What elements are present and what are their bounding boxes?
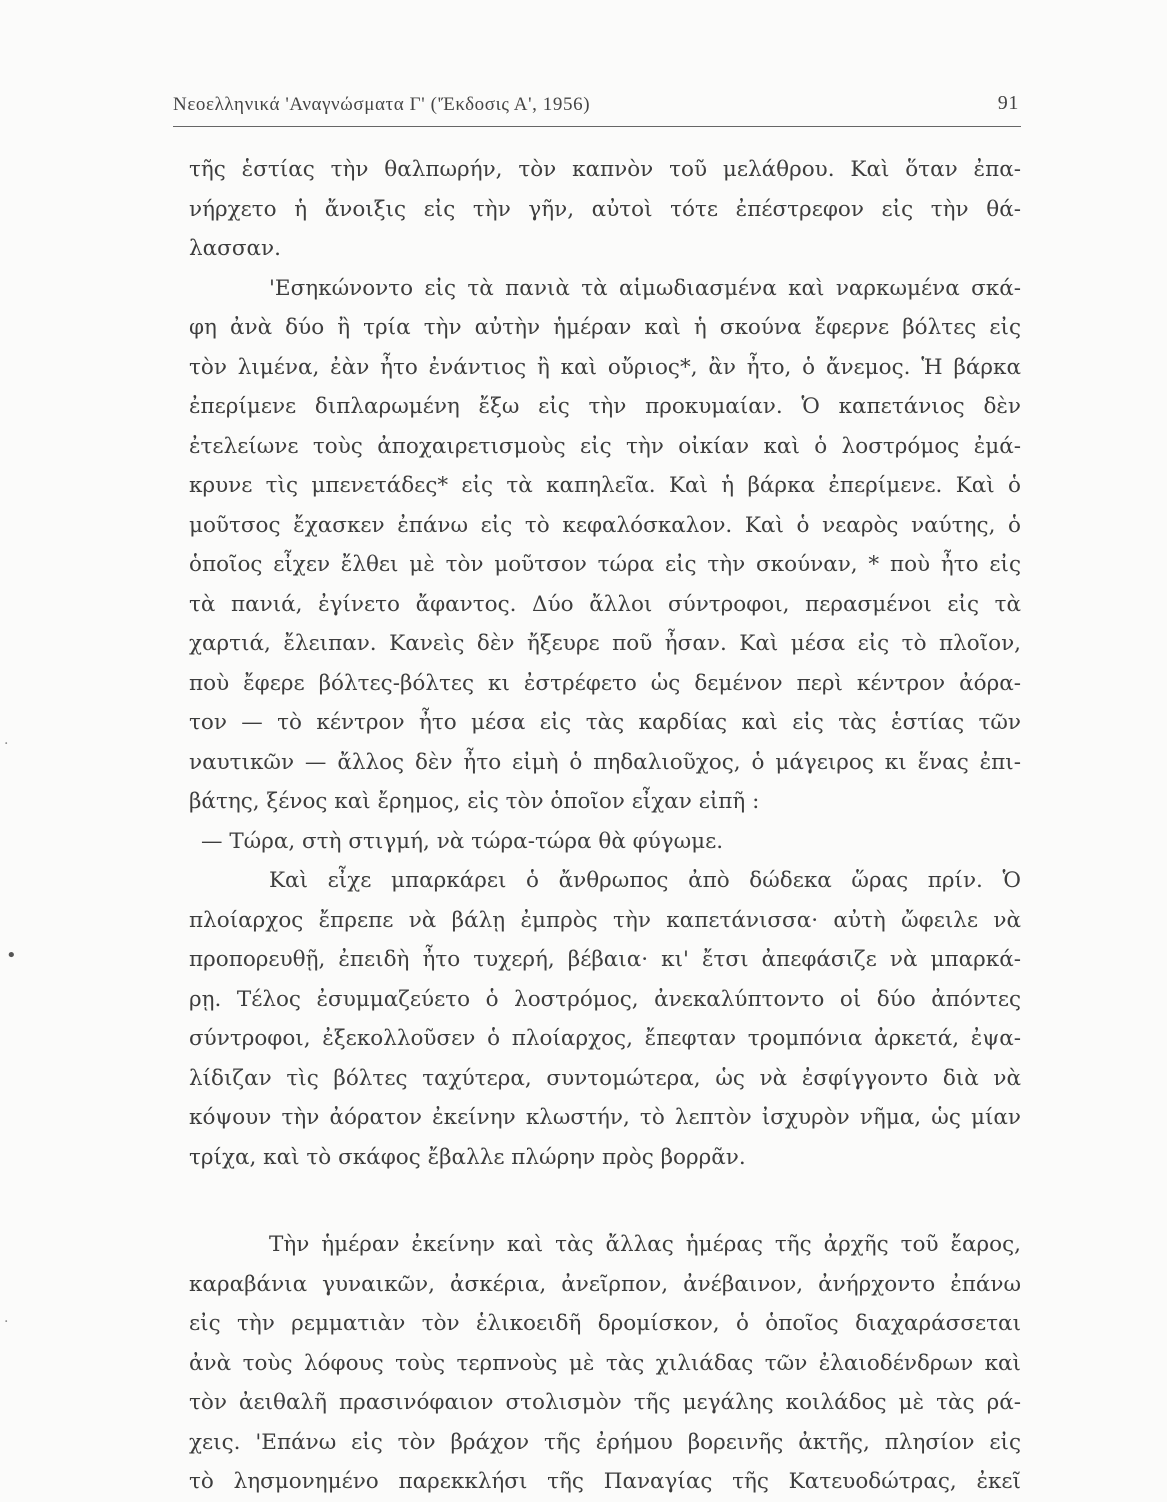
- text-line: εἰς τὴν ρεμματιὰν τὸν ἑλικοειδῆ δρομίσκον, ὁ ὁποῖος διαχαράσσεται: [189, 1311, 1021, 1336]
- scan-speck: ·: [4, 736, 9, 752]
- text-line: κρυνε τὶς μπενετάδες* εἰς τὰ καπηλεῖα. Καὶ ἡ βάρκα ἐπερίμενε. Καὶ ὁ: [189, 473, 1021, 498]
- text-line: ρῃ. Τέλος ἐσυμμαζεύετο ὁ λοστρόμος, ἀνεκαλύπτοντο οἱ δύο ἀπόντες: [189, 986, 1021, 1012]
- text-line: — Τώρα, στὴ στιγμή, νὰ τώρα-τώρα θὰ φύγωμε.: [201, 828, 724, 854]
- dialogue: [189, 822, 1021, 862]
- text-line: κόψουν τὴν ἀόρατον ἐκείνην κλωστήν, τὸ λεπτὸν ἰσχυρὸν νῆμα, ὡς μίαν: [189, 1105, 1021, 1130]
- text-line: ἐπερίμενε διπλαρωμένη ἔξω εἰς τὴν προκυμαίαν. Ὁ καπετάνιος δὲν: [189, 394, 1021, 419]
- text-line: φη ἀνὰ δύο ἢ τρία τὴν αὐτὴν ἡμέραν καὶ ἡ σκούνα ἔφερνε βόλτες εἰς: [189, 315, 1021, 340]
- text-line: πλοίαρχος ἔπρεπε νὰ βάλῃ ἐμπρὸς τὴν καπετάνισσα· αὐτὴ ὤφειλε νὰ: [189, 907, 1021, 933]
- page-body: [189, 150, 1021, 1502]
- text-line: τον — τὸ κέντρον ἦτο μέσα εἰς τὰς καρδίας καὶ εἰς τὰς ἑστίας τῶν: [189, 710, 1021, 735]
- text-line: Τὴν ἡμέραν ἐκείνην καὶ τὰς ἄλλας ἡμέρας τῆς ἀρχῆς τοῦ ἔαρος,: [269, 1232, 1021, 1257]
- text-line: χεις. 'Επάνω εἰς τὸν βράχον τῆς ἐρήμου βορεινῆς ἀκτῆς, πλησίον εἰς: [189, 1429, 1021, 1455]
- text-line: χαρτιά, ἔλειπαν. Κανεὶς δὲν ἤξευρε ποῦ ἦσαν. Καὶ μέσα εἰς τὸ πλοῖον,: [189, 631, 1021, 656]
- header-title: Νεοελληνικά 'Αναγνώσματα Γ' ('Έκδοσις Α', 1956): [173, 94, 591, 115]
- text-line: ἀνὰ τοὺς λόφους τοὺς τερπνοὺς μὲ τὰς χιλιάδας τῶν ἐλαιοδένδρων καὶ: [189, 1350, 1021, 1376]
- paragraph: [189, 150, 1021, 269]
- text-line: τῆς ἑστίας τὴν θαλπωρήν, τὸν καπνὸν τοῦ μελάθρου. Καὶ ὅταν ἐπα-: [189, 157, 1021, 182]
- text-line: ναυτικῶν — ἄλλος δὲν ἦτο εἰμὴ ὁ πηδαλιοῦχος, ὁ μάγειρος κι ἕνας ἐπι-: [189, 749, 1021, 775]
- text-line: τὸν ἀειθαλῆ πρασινόφαιον στολισμὸν τῆς μεγάλης κοιλάδος μὲ τὰς ρά-: [189, 1390, 1021, 1415]
- text-line: τὸν λιμένα, ἐὰν ἦτο ἐνάντιος ἢ καὶ οὔριος*, ἂν ἦτο, ὁ ἄνεμος. Ἡ βάρκα: [189, 354, 1021, 380]
- section-gap: [189, 1177, 1021, 1225]
- text-line: σύντροφοι, ἐξεκολλοῦσεν ὁ πλοίαρχος, ἔπεφταν τρομπόνια ἀρκετά, ἐψα-: [189, 1026, 1021, 1051]
- text-line: τρίχα, καὶ τὸ σκάφος ἔβαλλε πλώρην πρὸς βορρᾶν.: [189, 1144, 746, 1170]
- scan-speck: •: [6, 945, 17, 966]
- text-line: ποὺ ἔφερε βόλτες-βόλτες κι ἐστρέφετο ὡς δεμένον περὶ κέντρον ἀόρα-: [189, 670, 1021, 696]
- text-line: προπορευθῇ, ἐπειδὴ ἦτο τυχερή, βέβαια· κι' ἔτσι ἀπεφάσιζε νὰ μπαρκά-: [189, 947, 1021, 972]
- paragraph: [189, 269, 1021, 822]
- text-line: μοῦτσος ἔχασκεν ἐπάνω εἰς τὸ κεφαλόσκαλον. Καὶ ὁ νεαρὸς ναύτης, ὁ: [189, 512, 1021, 538]
- text-line: τὸ λησμονημένο παρεκκλήσι τῆς Παναγίας τῆς Κατευοδώτρας, ἐκεῖ: [189, 1469, 1021, 1494]
- page-number: 91: [997, 92, 1019, 114]
- text-line: ἐτελείωνε τοὺς ἀποχαιρετισμοὺς εἰς τὴν οἰκίαν καὶ ὁ λοστρόμος ἐμά-: [189, 433, 1021, 459]
- running-header: [173, 92, 1021, 127]
- text-line: νήρχετο ἡ ἄνοιξις εἰς τὴν γῆν, αὐτοὶ τότε ἐπέστρεφον εἰς τὴν θά-: [189, 196, 1021, 222]
- text-line: λασσαν.: [189, 236, 281, 261]
- paragraph: [189, 1225, 1021, 1502]
- text-line: 'Εσηκώνοντο εἰς τὰ πανιὰ τὰ αἱμωδιασμένα καὶ ναρκωμένα σκά-: [269, 275, 1021, 301]
- paragraph: [189, 861, 1021, 1177]
- text-line: βάτης, ξένος καὶ ἔρημος, εἰς τὸν ὁποῖον εἶχαν εἰπῆ :: [189, 789, 760, 814]
- text-line: ὁποῖος εἶχεν ἔλθει μὲ τὸν μοῦτσον τώρα εἰς τὴν σκούναν, * ποὺ ἦτο εἰς: [189, 552, 1021, 577]
- text-line: λίδιζαν τὶς βόλτες ταχύτερα, συντομώτερα, ὡς νὰ ἐσφίγγοντο διὰ νὰ: [189, 1065, 1021, 1091]
- scan-speck: ·: [4, 1314, 9, 1330]
- text-line: καραβάνια γυναικῶν, ἀσκέρια, ἀνεῖρπον, ἀνέβαινον, ἀνήρχοντο ἐπάνω: [189, 1271, 1021, 1297]
- text-line: Καὶ εἶχε μπαρκάρει ὁ ἄνθρωπος ἀπὸ δώδεκα ὥρας πρίν. Ὁ: [269, 868, 1021, 893]
- text-line: τὰ πανιά, ἐγίνετο ἄφαντος. Δύο ἄλλοι σύντροφοι, περασμένοι εἰς τὰ: [189, 591, 1021, 617]
